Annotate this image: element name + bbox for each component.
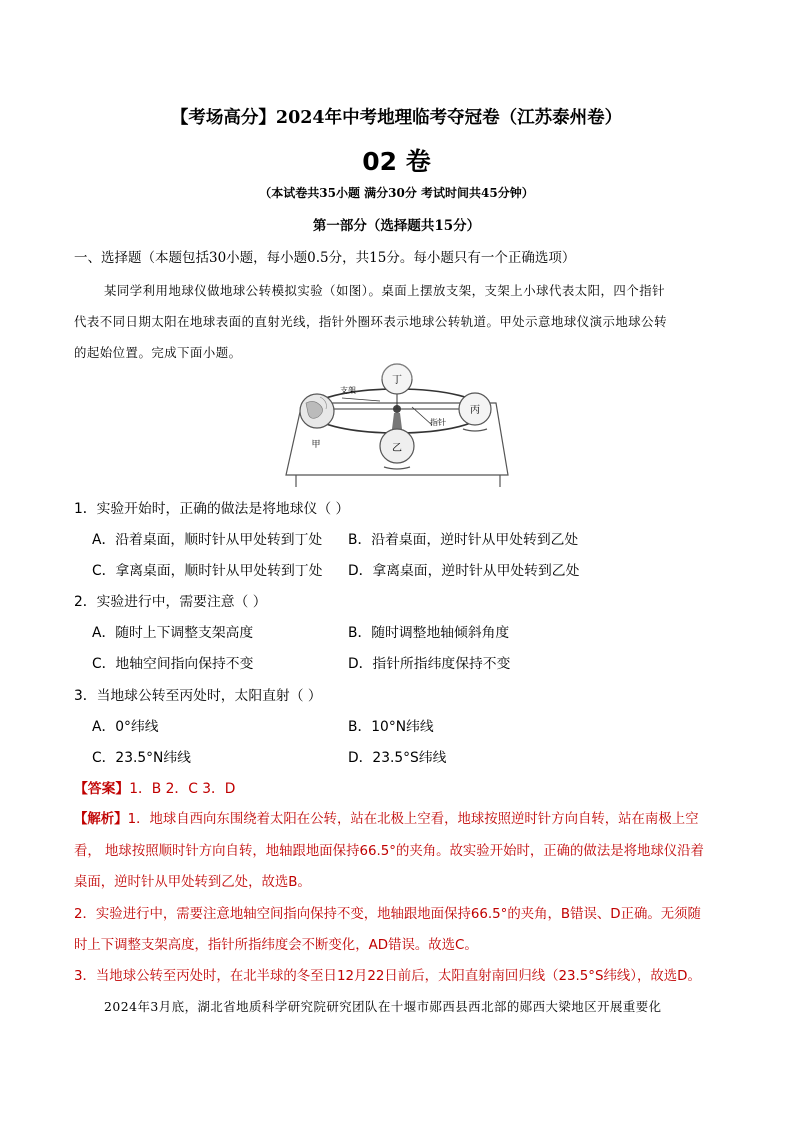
- analysis-text-1: 1．地球自西向东围绕着太阳在公转，站在北极上空看，地球按照逆时针方向自转，站在南极上空: [127, 812, 699, 827]
- material-line-3: 的起始位置。完成下面小题。: [74, 345, 242, 360]
- question-2-option-a: A．随时上下调整支架高度: [92, 625, 254, 641]
- analysis-tag: 【解析】: [74, 812, 128, 827]
- question-1-option-b: B．沿着桌面，逆时针从甲处转到乙处: [348, 532, 579, 548]
- answer-text: 1．B 2．C 3．D: [129, 781, 236, 797]
- question-3-option-d: D．23.5°S纬线: [348, 750, 447, 766]
- label-ding: 丁: [392, 375, 402, 386]
- question-2-option-b: B．随时调整地轴倾斜角度: [348, 625, 510, 641]
- analysis-line-3: 桌面，逆时针从甲处转到乙处，故选B。: [74, 875, 311, 890]
- question-3-option-c: C．23.5°N纬线: [92, 750, 191, 766]
- label-stand: 支架: [340, 386, 356, 395]
- label-pointer: 指针: [430, 418, 446, 427]
- answer-tag: 【答案】: [74, 781, 130, 797]
- part-heading: 第一部分（选择题共15分）: [312, 218, 481, 234]
- volume-label: 02 卷: [362, 147, 431, 176]
- analysis-line-6: 3．当地球公转至丙处时，在北半球的冬至日12月22日前后，太阳直射南回归线（23.5°S纬线），故选D。: [74, 969, 701, 984]
- label-yi: 乙: [392, 443, 402, 454]
- exam-info: （本试卷共35小题 满分30分 考试时间共45分钟）: [259, 186, 534, 200]
- question-3-option-b: B．10°N纬线: [348, 719, 434, 735]
- question-2-option-d: D．指针所指纬度保持不变: [348, 656, 511, 672]
- material-line-2: 代表不同日期太阳在地球表面的直射光线，指针外圈环表示地球公转轨道。甲处示意地球仪演示地球公转: [74, 314, 667, 329]
- answer-line: [74, 777, 235, 797]
- next-material-line: 2024年3月底，湖北省地质科学研究院研究团队在十堰市郧西县西北部的郧西大梁地区开展重要化: [104, 999, 662, 1014]
- stand-callout: [342, 398, 380, 401]
- question-1-option-d: D．拿离桌面，逆时针从甲处转到乙处: [348, 563, 580, 579]
- label-jia: 甲: [311, 440, 321, 450]
- question-1-stem: 1．实验开始时，正确的做法是将地球仪（ ）: [74, 501, 350, 517]
- globe-experiment-figure: [282, 363, 514, 488]
- question-2-option-c: C．地轴空间指向保持不变: [92, 656, 254, 672]
- label-bing: 丙: [470, 405, 480, 416]
- section-heading: 一、选择题（本题包括30小题，每小题0.5分，共15分。每小题只有一个正确选项）: [74, 250, 576, 266]
- question-3-stem: 3．当地球公转至丙处时，太阳直射（ ）: [74, 688, 322, 704]
- document-title: 【考场高分】2024年中考地理临考夺冠卷（江苏泰州卷）: [170, 108, 623, 128]
- material-line-1: 某同学利用地球仪做地球公转模拟实验（如图）。桌面上摆放支架，支架上小球代表太阳，四个指针: [104, 283, 665, 298]
- question-2-stem: 2．实验进行中，需要注意（ ）: [74, 594, 267, 610]
- question-1-option-a: A．沿着桌面，顺时针从甲处转到丁处: [92, 532, 323, 548]
- question-1-option-c: C．拿离桌面，顺时针从甲处转到丁处: [92, 563, 323, 579]
- analysis-line-5: 时上下调整支架高度，指针所指纬度会不断变化，AD错误。故选C。: [74, 938, 478, 953]
- analysis-line-4: 2．实验进行中，需要注意地轴空间指向保持不变，地轴跟地面保持66.5°的夹角，B错误、D正确。无须随: [74, 907, 701, 922]
- question-3-option-a: A．0°纬线: [92, 719, 159, 735]
- analysis-line-1: [74, 808, 699, 827]
- analysis-line-2: 看， 地球按照顺时针方向自转，地轴跟地面保持66.5°的夹角。故实验开始时，正确的做法是将地球仪沿着: [74, 844, 704, 859]
